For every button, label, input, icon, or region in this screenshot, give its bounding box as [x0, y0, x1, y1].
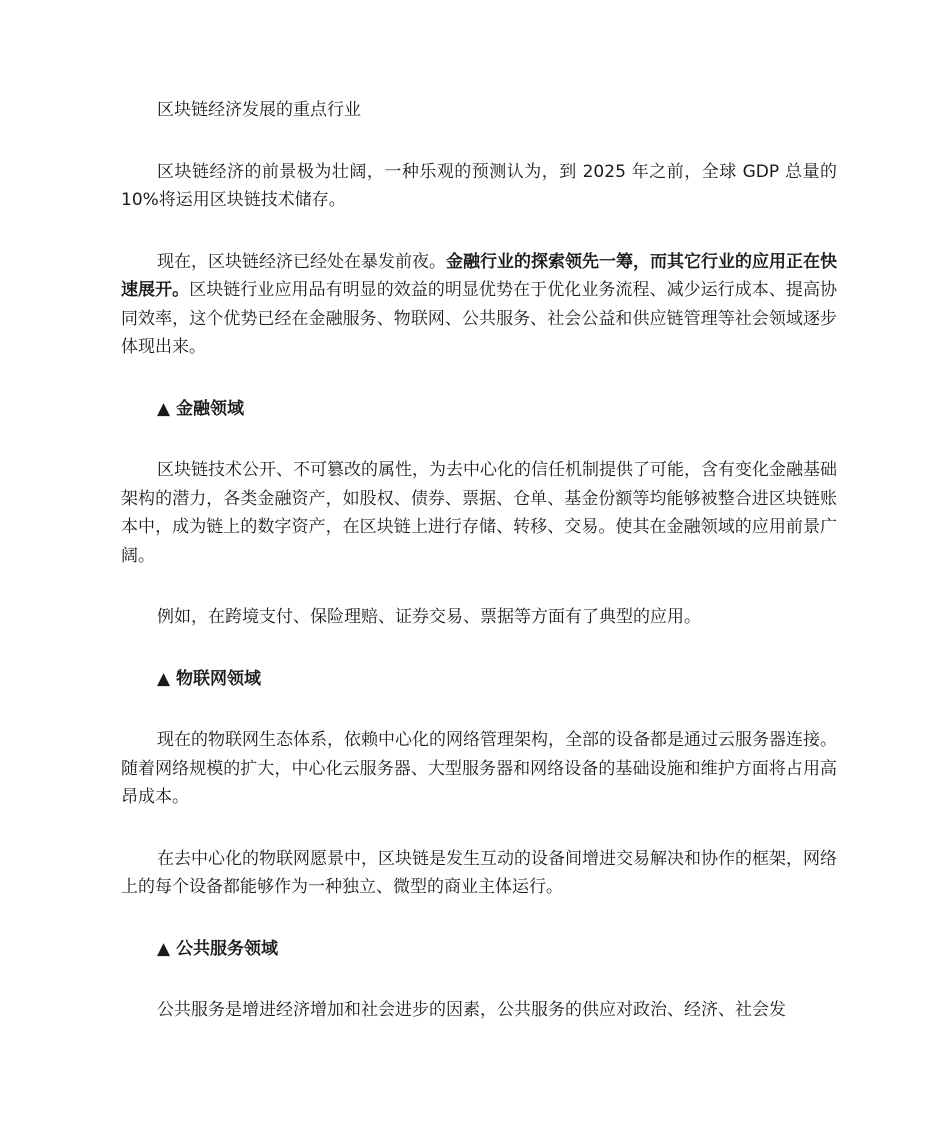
overview-bold-text: 金融行业的探索领先一筹，而其它行业的应用正在快速展开。: [121, 251, 837, 300]
section-heading-iot: ▲ 物联网领域: [157, 668, 261, 689]
overview-paragraph: [121, 248, 837, 362]
document-title: 区块链经济发展的重点行业: [157, 100, 361, 120]
finance-paragraph-2: 例如，在跨境支付、保险理赔、证券交易、票据等方面有了典型的应用。: [157, 607, 701, 627]
overview-lead: 现在，区块链经济已经处在暴发前夜。: [157, 251, 446, 272]
iot-paragraph-1: 现在的物联网生态体系，依赖中心化的网络管理架构，全部的设备都是通过云服务器连接。随着网络规模的扩大，中心化云服务器、大型服务器和网络设备的基础设施和维护方面将占用高昂成本。: [121, 730, 837, 807]
public-service-paragraph-1: 公共服务是增进经济增加和社会进步的因素，公共服务的供应对政治、经济、社会发: [157, 1000, 786, 1020]
finance-paragraph-1: 区块链技术公开、不可篡改的属性，为去中心化的信任机制提供了可能，含有变化金融基础架构的潜力，各类金融资产，如股权、债券、票据、仓单、基金份额等均能够被整合进区块链账本中，成为链上的数字资产，在区块链上进行存储、转移、交易。使其在金融领域的应用前景广阔。: [121, 460, 837, 566]
section-heading-public-service: ▲ 公共服务领域: [157, 938, 278, 959]
section-heading-finance: ▲ 金融领域: [157, 398, 244, 419]
intro-paragraph: 区块链经济的前景极为壮阔，一种乐观的预测认为，到 2025 年之前，全球 GDP 总量的 10%将运用区块链技术储存。: [121, 161, 837, 210]
document-page: [121, 96, 837, 1058]
overview-rest: 区块链行业应用品有明显的效益的明显优势在于优化业务流程、减少运行成本、提高协同效率，这个优势已经在金融服务、物联网、公共服务、社会公益和供应链管理等社会领域逐步体现出来。: [121, 280, 838, 357]
iot-paragraph-2: 在去中心化的物联网愿景中，区块链是发生互动的设备间增进交易解决和协作的框架，网络上的每个设备都能够作为一种独立、微型的商业主体运行。: [121, 848, 837, 897]
